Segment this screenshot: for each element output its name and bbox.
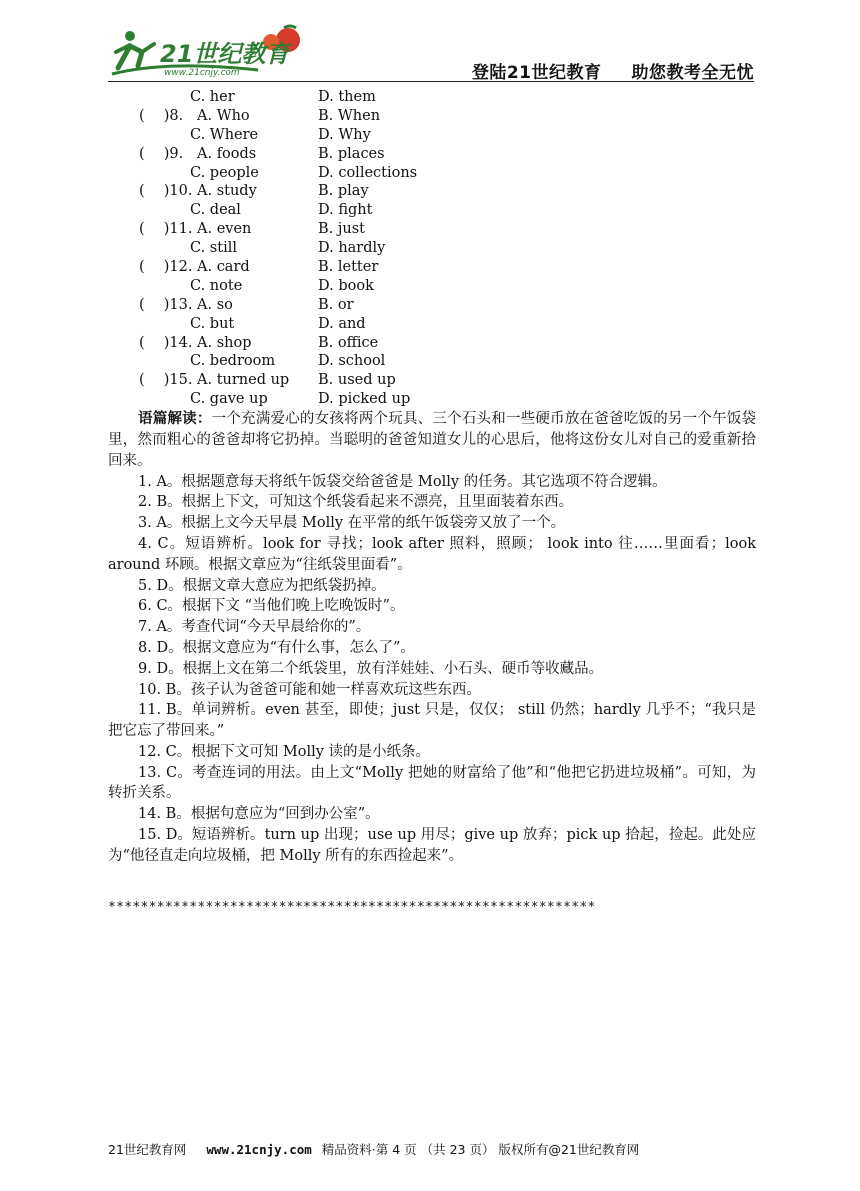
option-b: B. When bbox=[318, 107, 381, 124]
footer-left: 21世纪教育网 bbox=[108, 1142, 187, 1157]
option-row bbox=[108, 390, 756, 409]
question-number: ( )8. bbox=[139, 107, 184, 124]
option-row bbox=[108, 277, 756, 296]
logo bbox=[108, 22, 308, 80]
option-a: A. study bbox=[197, 183, 257, 200]
answer-item: 8. D。根据文意应为“有什么事，怎么了”。 bbox=[138, 639, 415, 656]
page-header bbox=[108, 22, 754, 84]
option-row bbox=[108, 107, 756, 126]
answer-item: 12. C。根据下文可知 Molly 读的是小纸条。 bbox=[138, 743, 431, 760]
option-b: B. office bbox=[318, 334, 379, 351]
question-number: ( )14. bbox=[139, 334, 193, 351]
page-content bbox=[108, 88, 756, 867]
option-a: C. Where bbox=[190, 126, 259, 143]
answer-item: 15. D。短语辨析。turn up 出现；use up 用尽；give up 放弃；pick up 拾起，捡起。此处应为“他径直走向垃圾桶，把 Molly 所有的东西捡起来”。 bbox=[108, 827, 756, 864]
option-row bbox=[108, 352, 756, 371]
option-a: A. turned up bbox=[197, 372, 290, 389]
answer-item: 13. C。考查连词的用法。由上文“Molly 把她的财富给了他”和“他把它扔进垃圾桶”。可知，为转折关系。 bbox=[108, 764, 756, 802]
option-b: D. school bbox=[318, 353, 386, 370]
option-b: D. collections bbox=[318, 164, 418, 181]
footer-site: www.21cnjy.com bbox=[206, 1142, 312, 1157]
header-divider bbox=[108, 81, 754, 82]
question-number: ( )15. bbox=[139, 372, 193, 389]
answer-item: 10. B。孩子认为爸爸可能和她一样喜欢玩这些东西。 bbox=[138, 681, 481, 698]
header-slogan bbox=[442, 58, 754, 83]
option-row bbox=[108, 334, 756, 353]
option-a: C. note bbox=[190, 277, 243, 294]
separator-line: ************************************************************ bbox=[108, 900, 596, 915]
option-a: A. shop bbox=[197, 334, 252, 351]
intro-text: 一个充满爱心的女孩将两个玩具、三个石头和一些硬币放在爸爸吃饭的另一个午饭袋里，然而粗心的爸爸却将它扔掉。当聪明的爸爸知道女儿的心思后，他将这份女儿对自己的爱重新拾回来。 bbox=[108, 411, 757, 469]
option-b: D. picked up bbox=[318, 391, 411, 408]
footer-right: 精品资料·第 4 页 （共 23 页） 版权所有@21世纪教育网 bbox=[321, 1142, 640, 1157]
answer-item: 9. D。根据上文在第二个纸袋里，放有洋娃娃、小石头、硬币等收藏品。 bbox=[138, 660, 604, 677]
logo-text: 21世纪教育 bbox=[160, 40, 290, 68]
option-b: B. used up bbox=[318, 372, 396, 389]
option-row bbox=[108, 164, 756, 183]
intro-label: 语篇解读： bbox=[138, 410, 212, 428]
option-row bbox=[108, 239, 756, 258]
option-b: D. them bbox=[318, 89, 376, 105]
option-b: B. letter bbox=[318, 259, 379, 276]
answer-item: 2. B。根据上下文，可知这个纸袋看起来不漂亮，且里面装着东西。 bbox=[138, 494, 574, 511]
answer-item: 11. B。单词辨析。even 甚至，即使；just 只是，仅仅； still 仍然；hardly 几乎不；“我只是把它忘了带回来。” bbox=[108, 702, 756, 740]
option-b: D. and bbox=[318, 315, 366, 332]
answer-item: 5. D。根据文章大意应为把纸袋扔掉。 bbox=[138, 577, 386, 594]
option-row bbox=[108, 220, 756, 239]
option-a: A. card bbox=[197, 259, 250, 276]
option-b: B. or bbox=[318, 296, 354, 313]
answer-item: 3. A。根据上文今天早晨 Molly 在平常的纸午饭袋旁又放了一个。 bbox=[138, 515, 566, 532]
option-b: B. play bbox=[318, 183, 369, 200]
option-b: D. fight bbox=[318, 202, 373, 219]
question-number: ( )10. bbox=[139, 183, 193, 200]
page-footer bbox=[108, 1140, 639, 1158]
option-row bbox=[108, 371, 756, 390]
question-number: ( )12. bbox=[139, 259, 193, 276]
option-a: A. Who bbox=[197, 107, 250, 124]
option-b: D. book bbox=[318, 277, 374, 294]
option-a: C. still bbox=[190, 240, 237, 257]
option-row bbox=[108, 145, 756, 164]
question-number: ( )13. bbox=[139, 296, 193, 313]
answer-list bbox=[108, 472, 756, 867]
answer-item: 4. C。短语辨析。look for 寻找；look after 照料，照顾； look into 往……里面看；look around 环顾。根据文章应为“往纸袋里面看”。 bbox=[108, 535, 756, 573]
option-a: C. her bbox=[190, 89, 235, 105]
option-a: C. bedroom bbox=[190, 353, 276, 370]
option-row bbox=[108, 315, 756, 334]
option-b: D. Why bbox=[318, 126, 371, 143]
question-number: ( )9. bbox=[139, 145, 184, 162]
option-list bbox=[108, 88, 756, 409]
answer-item: 1. A。根据题意每天将纸午饭袋交给爸爸是 Molly 的任务。其它选项不符合逻辑。 bbox=[138, 473, 667, 490]
intro-paragraph bbox=[108, 409, 756, 471]
option-row bbox=[108, 182, 756, 201]
option-b: B. just bbox=[318, 221, 365, 238]
answer-item: 14. B。根据句意应为“回到办公室”。 bbox=[138, 806, 380, 823]
option-a: A. foods bbox=[197, 145, 257, 162]
option-b: B. places bbox=[318, 145, 385, 162]
option-row bbox=[108, 296, 756, 315]
option-a: A. so bbox=[197, 296, 233, 313]
option-a: C. gave up bbox=[190, 391, 268, 408]
option-row bbox=[108, 201, 756, 220]
answer-item: 7. A。考查代词“今天早晨给你的”。 bbox=[138, 619, 371, 636]
option-b: D. hardly bbox=[318, 240, 386, 257]
slogan-right: 助您教考全无忧 bbox=[631, 63, 754, 83]
answer-item: 6. C。根据下文 “当他们晚上吃晚饭时”。 bbox=[138, 598, 405, 615]
option-a: C. but bbox=[190, 315, 235, 332]
option-row bbox=[108, 126, 756, 145]
question-number: ( )11. bbox=[139, 221, 193, 238]
option-a: A. even bbox=[197, 221, 252, 238]
logo-url: www.21cnjy.com bbox=[164, 68, 240, 78]
option-row bbox=[108, 88, 756, 107]
option-row bbox=[108, 258, 756, 277]
option-a: C. people bbox=[190, 164, 259, 181]
slogan-left: 登陆21世纪教育 bbox=[471, 63, 602, 83]
option-a: C. deal bbox=[190, 202, 241, 219]
